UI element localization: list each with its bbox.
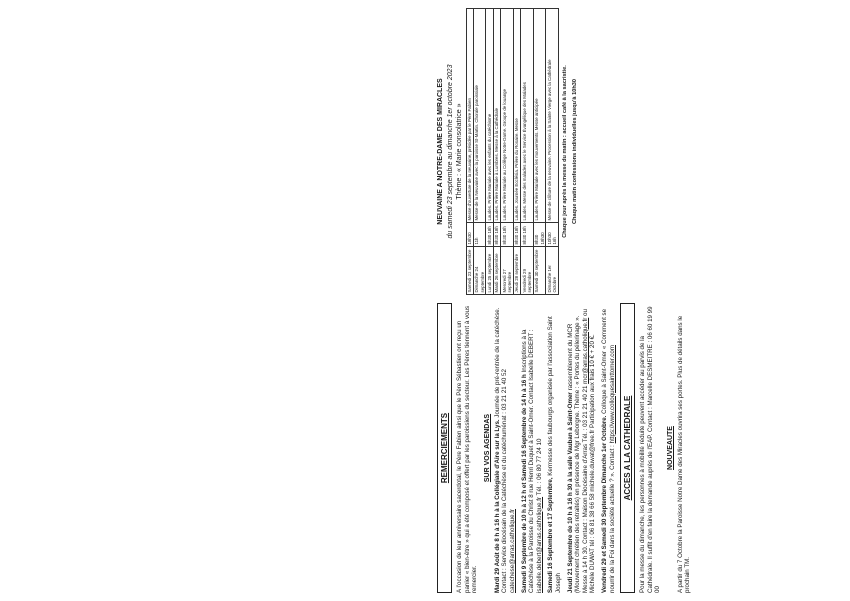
rotated-sheet	[425, 0, 850, 601]
schedule-day: Jeudi 28 septembre	[513, 247, 520, 295]
agenda-item-lead: Mardi 29 Août de 8 h à 16 h à la Collégiale d'Aire sur la Lys.	[493, 419, 501, 593]
schedule-text: Messe d'ouverture de la neuvaine, présidée par le Père Fabien	[466, 9, 473, 223]
agenda-item-lead: Jeudi 21 Septembre de 10 h à 16 h 30 à la salle Vauban à Saint-Omer	[566, 392, 574, 593]
schedule-row	[533, 9, 546, 295]
agenda-item-text: Inscriptions à la Catéchèse à la Paroisse du Christ 8 rue Henri Duquet à Saint-Omer. Contact Isabelle DEBERT :	[520, 329, 536, 593]
nouveaute-text: A partir du 7 Octobre la Paroisse Notre Dame des Miracles ouvrira ses portes. Plus de détails dans le prochain TM.	[676, 315, 692, 593]
cathedrale-title: ACCES A LA CATHEDRALE	[620, 303, 635, 593]
agenda-item-link[interactable]: isabelle.debert@arras.catholique.fr	[535, 496, 543, 593]
agenda-list	[494, 303, 616, 593]
schedule-text: Laudes. Journée Ecclésia. Prière du Rosaire. Messe	[513, 9, 520, 223]
schedule-day: Vendredi 29 septembre	[521, 247, 534, 295]
schedule-row	[466, 9, 473, 295]
schedule-day: Mardi 26 septembre	[493, 247, 500, 295]
schedule-text: Laudes. Prière Mariale avec les mouvements. Messe anticipée	[533, 9, 546, 223]
neuvaine-title: NEUVAINE A NOTRE-DAME DES MIRACLES	[437, 78, 444, 225]
schedule-day: Samedi 23 septembre	[466, 247, 473, 295]
schedule-hour: 8h30 18h30	[533, 223, 546, 247]
cathedrale-text: Pour la messe du dimanche, les personnes à mobilité réduite peuvent accéder au parvis de la Cathédrale. Il suffit d'en faire la demande auprès de l'EAP. Contact : Marcelle DESMEITRE : 06 60 19 99 00	[639, 306, 662, 593]
schedule-table	[466, 8, 560, 295]
schedule-day: Lundi 25 septembre	[486, 247, 493, 295]
schedule-day: Dimanche 24 septembre	[473, 247, 486, 295]
schedule-hour: 8h30 18h	[521, 223, 534, 247]
schedule-row	[493, 9, 500, 295]
agenda-item-lead: Vendredi 29 et Samedi 30 Septembre Dimanche 1er Octobre.	[600, 415, 608, 593]
agenda-item-link[interactable]: catechese@arras.catholique.fr	[508, 508, 516, 593]
schedule-row	[501, 9, 514, 295]
remerciements-text: A l'occasion de leur anniversaire sacerdotal, le Père Fabien ainsi que le Père Sébastien ont reçu un panier « bien-être » qui a été composé et offert par les paroissiens du secteur. Les Pères tiennent à vous remercier.	[456, 305, 479, 593]
schedule-text: Messe de clôture de la neuvaine. Procession à la Sainte Vierge avec la Cathédrale	[546, 9, 559, 223]
schedule-hour: 8h30 18h	[486, 223, 493, 247]
neuvaine-theme: Thème : « Marie consolatrice »	[456, 103, 463, 200]
schedule-day: Dimanche 1er Octobre	[546, 247, 559, 295]
schedule-text: Laudes. Prière Mariale au Collège Notre-Dame. Groupe de louange	[501, 9, 514, 223]
schedule-hour: 11h	[473, 223, 486, 247]
schedule-row	[513, 9, 520, 295]
agenda-item	[567, 303, 597, 593]
schedule-text: Laudes. Messe des malades avec le Service Évangélique des Malades	[521, 9, 534, 223]
agenda-item-link[interactable]: mcr@arras.catholique.fr	[581, 317, 589, 384]
schedule-text: Messe de la Neuvaine avec la paroisse St-Martin. Chorale paroissiale	[473, 9, 486, 223]
schedule-hour: 8h30 18h	[513, 223, 520, 247]
agenda-item	[547, 303, 562, 593]
nouveaute-title: NOUVEAUTE	[666, 426, 674, 470]
agenda-item	[521, 303, 544, 593]
schedule-day: Mercredi 27 septembre	[501, 247, 514, 295]
agenda-item-after: ou Michèle DUWAT tél : 06 81 38 66 58 michele.duwat@free.fr Participation aux frais 10 € + 20 €.	[581, 309, 597, 593]
agenda-item-lead: Samedi 9 Septembre de 10 h à 12 h et Samedi 16 Septembre de 14 h à 16 h	[520, 374, 528, 593]
agenda-title: SUR VOS AGENDAS	[483, 413, 491, 483]
schedule-day: Samedi 30 septembre	[533, 247, 546, 295]
sheet-inner	[425, 0, 850, 601]
footer-line-1: Chaque jour après la messe du matin : accueil café à la sacristie.	[562, 65, 569, 238]
agenda-item-text: Kermesse des faubourgs organisée par l'association Saint Joseph	[547, 316, 562, 593]
schedule-hour: 8h30 18h	[493, 223, 500, 247]
agenda-item	[601, 303, 616, 593]
schedule-hour: 8h30 18h	[501, 223, 514, 247]
agenda-item-text: rassemblement du MCR (Mouvement chrétien des retraités) en présence de Mgr Leborgne. Thème : « Portes du pélerinage ». Messe à 14 h 30. Contact : Maison Diocésaine d'Arras Tél. : 03 21 21 40 21	[566, 315, 589, 593]
agenda-item-text: Colloque à Saint-Omer « Comment se nourrir de la Foi dans la société actuelle ? ». Contact :	[600, 308, 616, 593]
schedule-row	[546, 9, 559, 295]
agenda-item-link[interactable]: https://www.colloquesainttomer.com	[608, 345, 616, 444]
schedule-hour: 10h30 16h	[546, 223, 559, 247]
agenda-item-text: Journée de pré-rentrée de la catéchèse. Contact : Service diocésain de la Catéchèse et du catéchuménat : 03 21 21 40 52	[493, 307, 509, 593]
agenda-item-after: Tél. : 06 80 77 24 10	[535, 438, 543, 497]
schedule-row	[473, 9, 486, 295]
agenda-item	[494, 303, 517, 593]
left-column	[437, 303, 838, 593]
neuvaine-dates: du samedi 23 septembre au dimanche 1er octobre 2023	[446, 64, 454, 239]
agenda-item-lead: Samedi 16 Septembre et 17 Septembre,	[547, 477, 555, 593]
right-column	[437, 8, 838, 295]
schedule-text: Laudes. Prière Mariale à Lumbres. Messe à la Cathédrale	[493, 9, 500, 223]
schedule-hour: 18h30	[466, 223, 473, 247]
schedule-text: Laudes. Prière Mariale avec les enfants du catéchisme	[486, 9, 493, 223]
footer-line-2: Chaque matin confessions individuelles jusqu'à 10h30	[571, 79, 578, 224]
remerciements-title: REMERCIEMENTS	[437, 303, 452, 593]
schedule-row	[486, 9, 493, 295]
schedule-row	[521, 9, 534, 295]
